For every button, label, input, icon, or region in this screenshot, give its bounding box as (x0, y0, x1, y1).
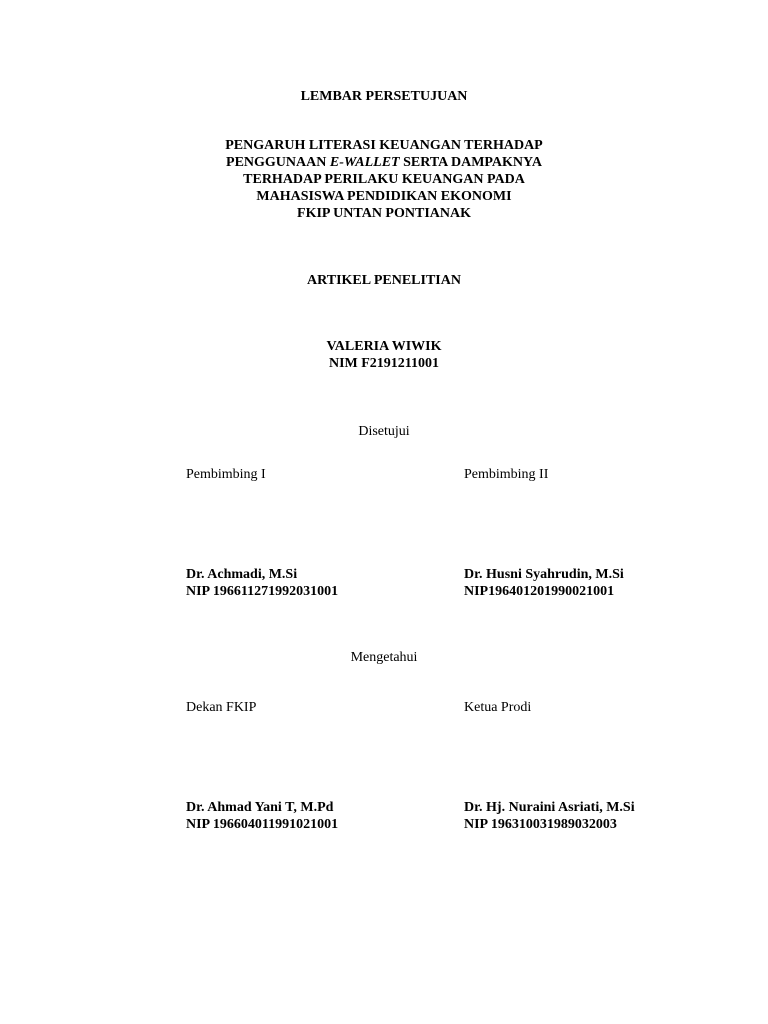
title-line-5: FKIP UNTAN PONTIANAK (297, 206, 471, 221)
dean-name: Dr. Ahmad Yani T, M.Pd (186, 800, 334, 815)
advisor-1-name: Dr. Achmadi, M.Si (186, 567, 298, 582)
title-line-1: PENGARUH LITERASI KEUANGAN TERHADAP (225, 138, 543, 153)
head-of-program-role: Ketua Prodi (464, 700, 532, 715)
advisor-2-name: Dr. Husni Syahrudin, M.Si (464, 567, 624, 582)
thesis-title (0, 137, 768, 222)
head-of-program-signature-block (464, 799, 635, 833)
head-of-program-nip: NIP 196310031989032003 (464, 817, 617, 832)
title-line-4: MAHASISWA PENDIDIKAN EKONOMI (256, 189, 512, 204)
author-nim: NIM F2191211001 (328, 356, 440, 371)
dean-signature-block (186, 799, 338, 833)
author-name: VALERIA WIWIK (326, 339, 442, 354)
page-heading: LEMBAR PERSETUJUAN (300, 89, 468, 104)
advisor-2-role: Pembimbing II (464, 467, 549, 482)
author-block (0, 338, 768, 372)
advisor-1-role: Pembimbing I (186, 467, 266, 482)
document-type: ARTIKEL PENELITIAN (307, 273, 461, 288)
title-line-3: TERHADAP PERILAKU KEUANGAN PADA (243, 172, 525, 187)
advisor-2-signature-block (464, 566, 624, 600)
acknowledged-label: Mengetahui (350, 650, 418, 665)
dean-nip: NIP 196604011991021001 (186, 817, 339, 832)
advisor-2-nip: NIP196401201990021001 (464, 584, 615, 599)
approved-label: Disetujui (358, 424, 410, 439)
dean-role: Dekan FKIP (186, 700, 257, 715)
advisor-1-signature-block (186, 566, 338, 600)
advisor-1-nip: NIP 196611271992031001 (186, 584, 339, 599)
title-line-2: PENGGUNAAN E-WALLET SERTA DAMPAKNYA (226, 155, 542, 170)
head-of-program-name: Dr. Hj. Nuraini Asriati, M.Si (464, 800, 635, 815)
